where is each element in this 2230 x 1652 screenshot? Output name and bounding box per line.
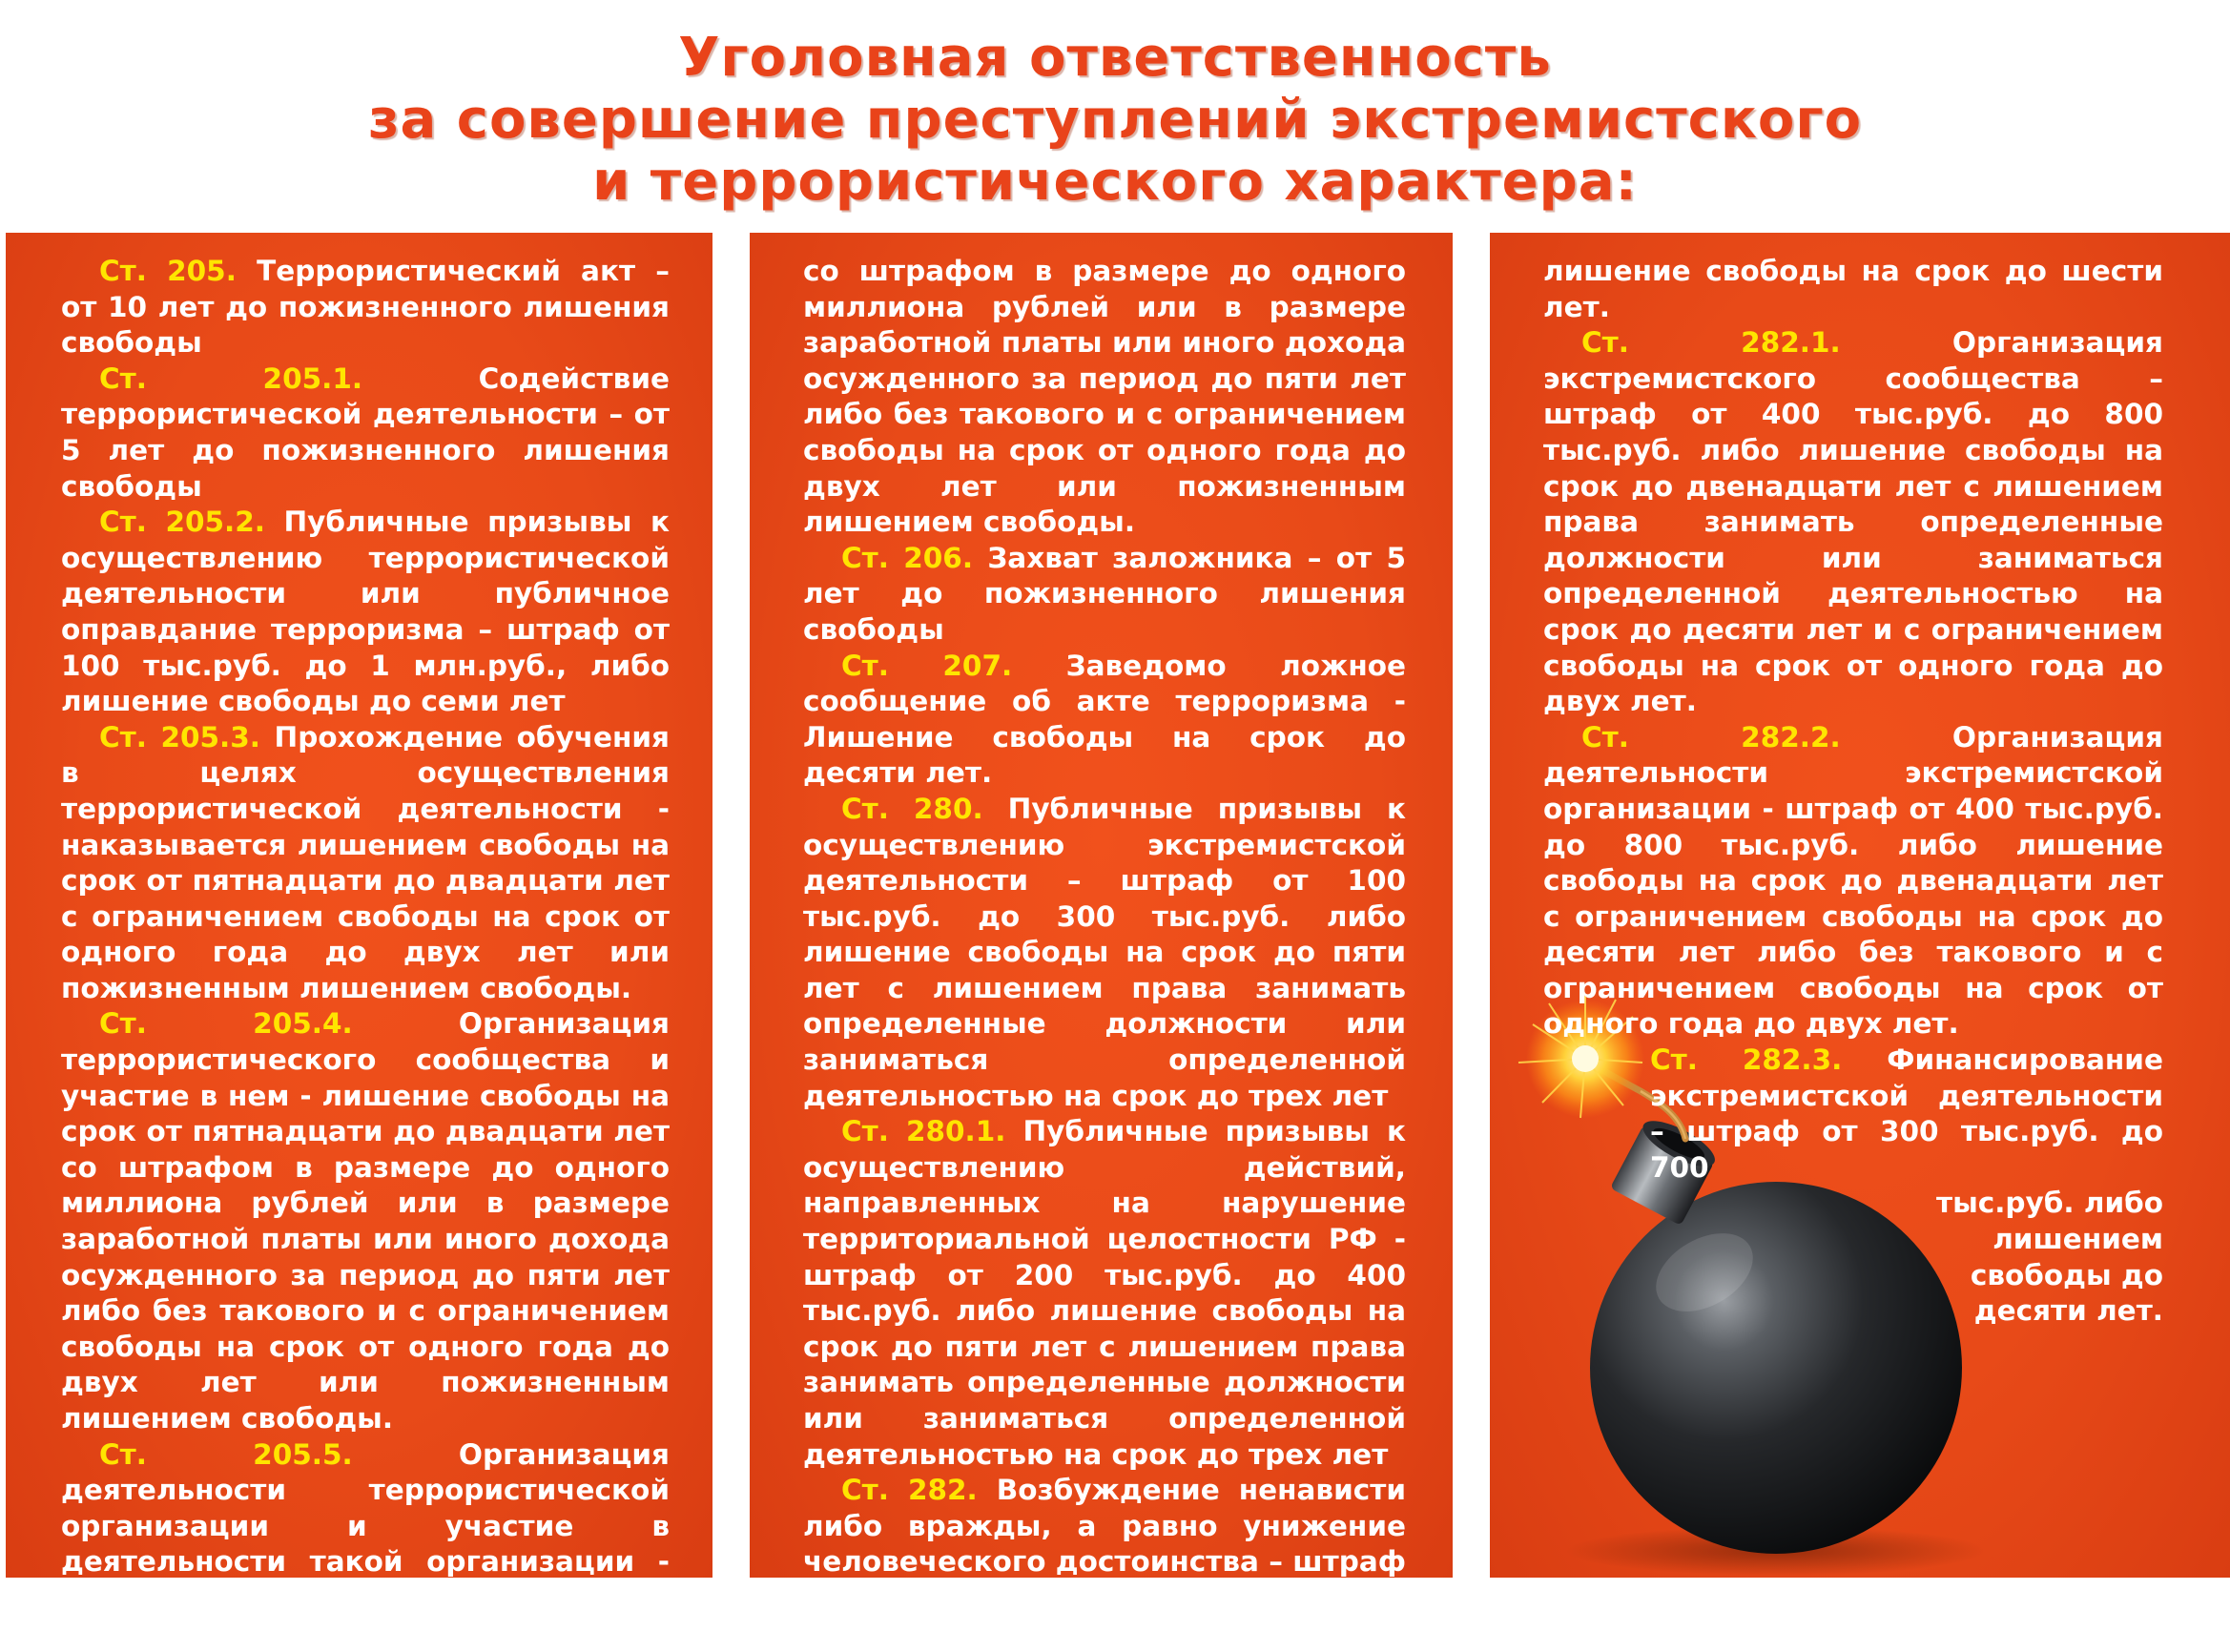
article-item: [803, 541, 1406, 649]
article-number: Ст. 280.: [841, 792, 983, 825]
article-text: Организация деятельности террористической организации и участие в деятельности такой организации - лишение свободы на срок от пятнадцати до двадцати лет: [61, 1437, 670, 1650]
poster-title: [0, 27, 2230, 213]
article-item: [61, 1006, 670, 1436]
left-column-text: [61, 254, 670, 1652]
article-number: Ст. 282.2.: [1581, 720, 1841, 754]
continuation-text: лишение свободы на срок до шести лет.: [1543, 255, 2163, 323]
article-number: Ст. 282.: [841, 1474, 978, 1507]
article-item: [61, 1437, 670, 1652]
article-text: Содействие террористической деятельности – от 5 лет до пожизненного лишения свободы: [61, 361, 670, 503]
article-item: [803, 1473, 1406, 1652]
article-item: [61, 361, 670, 505]
article-text: Террористический акт – от 10 лет до пожизненного лишения свободы: [61, 255, 670, 360]
article-item: [803, 649, 1406, 792]
article-number: Ст. 280.1.: [841, 1115, 1006, 1148]
continuation-text: со штрафом в размере до одного миллиона рублей или в размере заработной платы или иного дохода осужденного за период до пяти лет либо без такового и с ограничением свободы на срок от одного года до двух лет или пожизненным лишением свободы.: [803, 255, 1406, 539]
article-item-continuation: тыс.руб. либо лишением свободы до десяти лет.: [1935, 1187, 2163, 1328]
article-item: [61, 720, 670, 1007]
panel-left: [6, 233, 712, 1650]
article-number: Ст. 207.: [841, 649, 1013, 682]
panel-middle: [750, 233, 1453, 1650]
article-text: Возбуждение ненависти либо вражды, а равно унижение человеческого достоинства – штраф от 300 тыс.руб. до 500 тыс.руб. либо: [803, 1474, 1406, 1650]
article-number: Ст. 205.5.: [99, 1437, 353, 1471]
article-number: Ст. 205.4.: [99, 1007, 353, 1041]
article-text: Заведомо ложное сообщение об акте терроризма - Лишение свободы на срок до десяти лет.: [803, 649, 1406, 790]
title-line-1: Уголовная ответственность: [678, 27, 1552, 89]
article-number: Ст. 282.1.: [1581, 326, 1841, 360]
article-text: Финансирование экстремистской деятельности – штраф от 300 тыс.руб. до 700: [1650, 1043, 2163, 1184]
title-line-2: за совершение преступлений экстремистского: [367, 89, 1863, 151]
article-item: [61, 505, 670, 720]
panel-right: [1490, 233, 2230, 1578]
article-text: Публичные призывы к осуществлению экстремистской деятельности – штраф от 100 тыс.руб. до 300 тыс.руб. либо лишение свободы на срок до пяти лет с лишением права занимать определенные должности или заниматься определенной деятельностью на срок до трех лет: [803, 792, 1406, 1112]
title-line-3: и террористического характера:: [592, 151, 1638, 213]
article-text: Организация террористического сообщества и участие в нем - лишение свободы на срок от пятнадцати до двадцати лет со штрафом в размере до одного миллиона рублей или в размере заработной платы или иного дохода осужденного за период до пяти лет либо без такового и с ограничением свободы на срок от одного года до двух лет или пожизненным лишением свободы.: [61, 1007, 670, 1435]
article-number: Ст. 282.3.: [1650, 1043, 1843, 1077]
article-number: Ст. 206.: [841, 541, 974, 574]
article-item: [803, 792, 1406, 1114]
article-text: Организация экстремистского сообщества – штраф от 400 тыс.руб. до 800 тыс.руб. либо лишение свободы на срок до двенадцати лет с лишением права занимать определенные должности или заниматься определенной деятельностью на срок до десяти лет и с ограничением свободы на срок от одного года до двух лет.: [1543, 326, 2163, 718]
article-number: Ст. 205.: [99, 255, 237, 287]
article-item: [1543, 325, 2163, 720]
article-number: Ст. 205.2.: [99, 506, 265, 539]
article-item: [1543, 720, 2163, 1043]
article-text: Публичные призывы к осуществлению действий, направленных на нарушение территориальной целостности РФ - штраф от 200 тыс.руб. до 400 тыс.руб. либо лишение свободы на срок до пяти лет с лишением права занимать определенные должности или заниматься определенной деятельностью на срок до трех лет: [803, 1115, 1406, 1471]
article-text: Прохождение обучения в целях осуществления террористической деятельности - наказывается лишением свободы на срок от пятнадцати до двадцати лет с ограничением свободы на срок от одного года до двух лет или пожизненным лишением свободы.: [61, 720, 670, 1004]
article-number: Ст. 205.1.: [99, 361, 363, 395]
article-item: [61, 254, 670, 361]
article-text: Захват заложника – от 5 лет до пожизненного лишения свободы: [803, 541, 1406, 646]
article-text: Организация деятельности экстремистской организации - штраф от 400 тыс.руб. до 800 тыс.руб. либо лишение свободы на срок до двенадцати лет с ограничением свободы на срок до десяти лет либо без такового и с ограничением свободы на срок от одного года до двух лет.: [1543, 720, 2163, 1041]
article-text: Публичные призывы к осуществлению террористической деятельности или публичное оправдание терроризма – штраф от 100 тыс.руб. до 1 млн.руб., либо лишение свободы до семи лет: [61, 506, 670, 718]
article-number: Ст. 205.3.: [99, 720, 260, 754]
right-column-text: [1543, 254, 2163, 1330]
middle-column-text: [803, 254, 1406, 1652]
article-item: [803, 1114, 1406, 1473]
article-item: [1650, 1043, 2163, 1186]
